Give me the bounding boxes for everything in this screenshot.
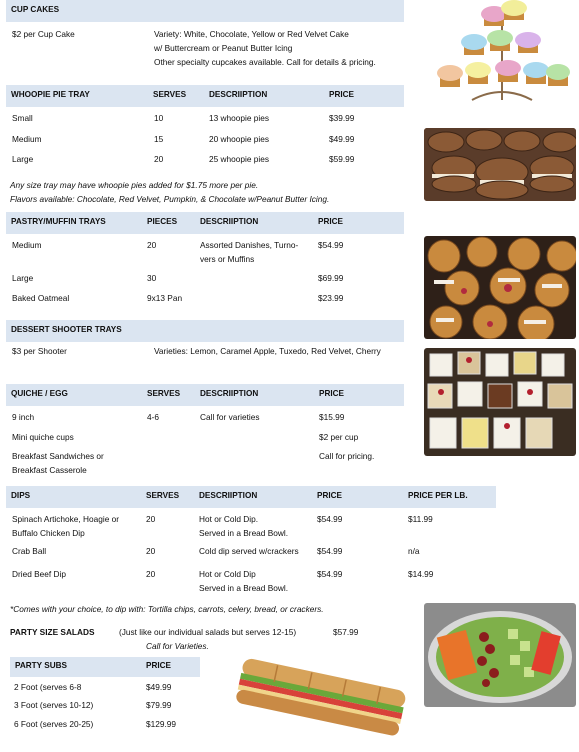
sub-size: 6 Foot (serves 20-25) (14, 719, 94, 729)
quiche-price: $15.99 (319, 412, 345, 422)
quiche-item: Mini quiche cups (12, 432, 74, 442)
shooter-varieties: Varieties: Lemon, Caramel Apple, Tuxedo, Red Velvet, Cherry (154, 346, 381, 356)
pastry-size: Large (12, 273, 34, 283)
whoopie-header-serves: SERVES (153, 90, 187, 99)
whoopie-header-price: PRICE (329, 90, 355, 99)
pastry-header-band (6, 212, 404, 234)
dip-desc: Hot or Cold Dip (199, 569, 256, 579)
dip-name: Dried Beef Dip (12, 569, 66, 579)
pastry-size: Baked Oatmeal (12, 293, 70, 303)
quiche-header-band (6, 384, 404, 406)
whoopie-pie-photo (424, 128, 576, 201)
pastry-tray-photo (424, 236, 576, 339)
dips-header-serves: SERVES (146, 491, 180, 500)
whoopie-flavors: Flavors available: Chocolate, Red Velvet, Pumpkin, & Chocolate w/Peanut Butter Icing. (10, 194, 330, 204)
quiche-header-price: PRICE (319, 389, 345, 398)
whoopie-header-name: WHOOPIE PIE TRAY (11, 90, 90, 99)
whoopie-size: Small (12, 113, 33, 123)
quiche-header-serves: SERVES (147, 389, 181, 398)
dips-note: *Comes with your choice, to dip with: Tortilla chips, carrots, celery, bread, or crackers. (10, 604, 324, 614)
pastry-desc: Assorted Danishes, Turno- (200, 240, 299, 250)
whoopie-size: Medium (12, 134, 42, 144)
whoopie-desc: 13 whoopie pies (209, 113, 269, 123)
quiche-header-name: QUICHE / EGG (11, 389, 68, 398)
whoopie-note: Any size tray may have whoopie pies added for $1.75 more per pie. (10, 180, 259, 190)
pastry-size: Medium (12, 240, 42, 250)
cupcakes-header: CUP CAKES (11, 5, 60, 14)
quiche-serves: 4-6 (147, 412, 159, 422)
pastry-price: $69.99 (318, 273, 344, 283)
cupcake-variety-line: Variety: White, Chocolate, Yellow or Red Velvet Cake (154, 29, 349, 39)
dips-header-desc: DESCRIIPTION (199, 491, 258, 500)
whoopie-header-band (6, 85, 404, 107)
dips-header-price: PRICE (317, 491, 343, 500)
salads-desc: (Just like our individual salads but serves 12-15) (119, 627, 297, 637)
quiche-item: 9 inch (12, 412, 35, 422)
shooter-header-band (6, 320, 404, 342)
whoopie-serves: 10 (154, 113, 164, 123)
subs-header-name: PARTY SUBS (15, 661, 68, 670)
salads-call: Call for Varieties. (146, 641, 209, 651)
dip-desc: Cold dip served w/crackers (199, 546, 299, 556)
dip-price: $54.99 (317, 546, 343, 556)
subs-header-price: PRICE (146, 661, 172, 670)
whoopie-desc: 25 whoopie pies (209, 154, 269, 164)
quiche-item: Breakfast Sandwiches or (12, 451, 104, 461)
pastry-pieces: 20 (147, 240, 157, 250)
pastry-price: $54.99 (318, 240, 344, 250)
dips-header-name: DIPS (11, 491, 31, 500)
shooter-price: $3 per Shooter (12, 346, 67, 356)
dip-desc-line2: Served in a Bread Bowl. (199, 528, 289, 538)
sub-size: 3 Foot (serves 10-12) (14, 700, 94, 710)
salads-title: PARTY SIZE SALADS (10, 627, 95, 637)
cupcake-variety-line: w/ Buttercream or Peanut Butter Icing (154, 43, 293, 53)
quiche-desc: Call for varieties (200, 412, 260, 422)
salad-photo (424, 603, 576, 707)
sub-price: $129.99 (146, 719, 176, 729)
quiche-price: $2 per cup (319, 432, 359, 442)
sub-price: $79.99 (146, 700, 172, 710)
dip-name-line2: Buffalo Chicken Dip (12, 528, 85, 538)
dip-serves: 20 (146, 546, 156, 556)
dips-header-price-lb: PRICE PER LB. (408, 491, 468, 500)
whoopie-price: $59.99 (329, 154, 355, 164)
sub-size: 2 Foot (serves 6-8 (14, 682, 82, 692)
dip-price-lb: $14.99 (408, 569, 434, 579)
dip-serves: 20 (146, 514, 156, 524)
whoopie-desc: 20 whoopie pies (209, 134, 269, 144)
whoopie-header-desc: DESCRIIPTION (209, 90, 268, 99)
dip-price-lb: $11.99 (408, 514, 433, 524)
whoopie-size: Large (12, 154, 34, 164)
dip-name: Crab Ball (12, 546, 47, 556)
dip-desc: Hot or Cold Dip. (199, 514, 259, 524)
dip-name: Spinach Artichoke, Hoagie or (12, 514, 120, 524)
pastry-header-desc: DESCRIIPTION (200, 217, 259, 226)
party-sub-photo (232, 644, 410, 750)
quiche-header-desc: DESCRIIPTION (200, 389, 259, 398)
whoopie-price: $39.99 (329, 113, 355, 123)
dip-price: $54.99 (317, 514, 343, 524)
dessert-shooter-photo (424, 348, 576, 456)
sub-price: $49.99 (146, 682, 172, 692)
quiche-item-line2: Breakfast Casserole (12, 465, 87, 475)
cupcake-variety-line: Other specialty cupcakes available. Call for details & pricing. (154, 57, 376, 67)
pastry-pieces: 30 (147, 273, 157, 283)
subs-header-band (10, 657, 200, 677)
quiche-price: Call for pricing. (319, 451, 375, 461)
dips-header-band (6, 486, 496, 508)
pastry-pieces: 9x13 Pan (147, 293, 183, 303)
dip-serves: 20 (146, 569, 156, 579)
dip-price-lb: n/a (408, 546, 420, 556)
dip-desc-line2: Served in a Bread Bowl. (199, 583, 289, 593)
salads-price: $57.99 (333, 627, 359, 637)
pastry-price: $23.99 (318, 293, 344, 303)
cupcake-price: $2 per Cup Cake (12, 29, 75, 39)
pastry-header-price: PRICE (318, 217, 344, 226)
pastry-header-name: PASTRY/MUFFIN TRAYS (11, 217, 106, 226)
shooter-header: DESSERT SHOOTER TRAYS (11, 325, 122, 334)
whoopie-price: $49.99 (329, 134, 355, 144)
whoopie-serves: 15 (154, 134, 164, 144)
whoopie-serves: 20 (154, 154, 164, 164)
pastry-header-pieces: PIECES (147, 217, 178, 226)
pastry-desc-line2: vers or Muffins (200, 254, 255, 264)
cupcake-stand-photo (432, 0, 572, 110)
cupcakes-header-band (6, 0, 404, 22)
dip-price: $54.99 (317, 569, 343, 579)
